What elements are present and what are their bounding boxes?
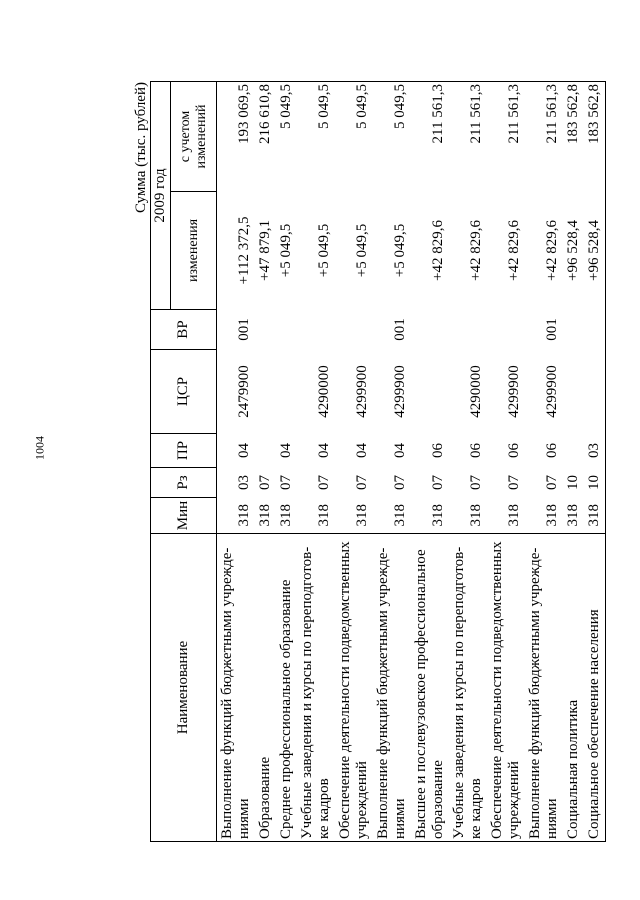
row-pr: 04 <box>392 443 408 458</box>
row-csr: 4290000 <box>316 365 332 418</box>
row-rz: 07 <box>354 475 370 490</box>
row-vr <box>276 310 297 350</box>
row-vr <box>255 310 276 350</box>
row-change: +5 049,5 <box>354 223 370 278</box>
row-csr <box>411 350 449 434</box>
row-rz: 03 <box>236 475 252 490</box>
row-total: 211 561,3 <box>525 81 563 191</box>
row-rz: 07 <box>392 475 408 490</box>
table-row <box>255 81 276 841</box>
row-min: 318 <box>316 504 332 527</box>
row-pr: 06 <box>544 443 560 458</box>
row-min: 318 <box>565 504 581 527</box>
units-caption: Сумма (тыс. рублей) <box>133 82 149 214</box>
row-change: +5 049,5 <box>316 223 332 278</box>
row-vr <box>335 310 373 350</box>
row-rz: 07 <box>468 475 484 490</box>
row-vr <box>449 310 487 350</box>
row-change: +42 829,6 <box>430 220 446 281</box>
row-min: 318 <box>506 504 522 527</box>
row-csr <box>563 350 584 434</box>
table-row <box>411 81 449 841</box>
row-pr: 06 <box>506 443 522 458</box>
row-csr: 2479900 <box>236 365 252 418</box>
row-vr <box>297 310 335 350</box>
row-change: +5 049,5 <box>392 223 408 278</box>
row-rz: 07 <box>278 475 294 490</box>
row-total: 193 069,5 <box>217 81 256 191</box>
row-vr <box>487 310 525 350</box>
row-total: 211 561,3 <box>411 81 449 191</box>
row-total: 211 561,3 <box>449 81 487 191</box>
table-row <box>525 81 563 841</box>
row-name: Учебные заведения и курсы по переподготов-ке кадров <box>297 534 335 842</box>
col-header-pr: ПР <box>151 434 217 468</box>
table-row <box>276 81 297 841</box>
row-pr: 03 <box>584 434 606 468</box>
row-pr <box>563 434 584 468</box>
rotated-page-content <box>132 82 602 842</box>
row-csr <box>255 350 276 434</box>
row-min: 318 <box>236 504 252 527</box>
row-min: 318 <box>392 504 408 527</box>
row-min: 318 <box>278 504 294 527</box>
row-total: 5 049,5 <box>297 81 335 191</box>
col-header-min: Мин <box>151 498 217 534</box>
row-vr <box>411 310 449 350</box>
row-pr <box>255 434 276 468</box>
row-csr: 4299900 <box>392 365 408 418</box>
row-name: Выполнение функций бюджетными учрежде-ниями <box>525 534 563 842</box>
row-vr <box>563 310 584 350</box>
row-total: 183 562,8 <box>584 81 606 191</box>
row-name: Выполнение функций бюджетными учрежде-ниями <box>217 534 256 842</box>
row-rz: 10 <box>565 475 581 490</box>
col-header-csr: ЦСР <box>151 350 217 434</box>
row-min: 318 <box>468 504 484 527</box>
row-change: +112 372,5 <box>236 216 252 285</box>
row-rz: 10 <box>584 468 606 498</box>
row-min: 318 <box>354 504 370 527</box>
row-name: Обеспечение деятельности подведомственных учреждений <box>335 534 373 842</box>
row-csr: 4299900 <box>544 365 560 418</box>
row-rz: 07 <box>430 475 446 490</box>
row-min: 318 <box>584 498 606 534</box>
table-row <box>449 81 487 841</box>
row-min: 318 <box>430 504 446 527</box>
row-change: +42 829,6 <box>468 220 484 281</box>
row-pr: 04 <box>354 443 370 458</box>
row-total: 5 049,5 <box>335 81 373 191</box>
table-row <box>335 81 373 841</box>
row-rz: 07 <box>257 475 273 490</box>
col-header-name: Наименование <box>151 534 217 842</box>
row-name: Высшее и послевузовское профессиональное образование <box>411 534 449 842</box>
row-csr <box>276 350 297 434</box>
row-rz: 07 <box>316 475 332 490</box>
row-vr <box>584 310 606 350</box>
table-row <box>487 81 525 841</box>
row-change: +5 049,5 <box>278 223 294 278</box>
table-row <box>217 81 256 841</box>
row-change: +47 879,1 <box>257 220 273 281</box>
table-row <box>563 81 584 841</box>
row-pr: 04 <box>236 443 252 458</box>
row-csr: 4299900 <box>506 365 522 418</box>
row-vr: 001 <box>392 318 408 341</box>
row-change: +42 829,6 <box>506 220 522 281</box>
row-name: Среднее профессиональное образование <box>276 534 297 842</box>
col-header-vr: ВР <box>151 310 217 350</box>
page-number: 1004 <box>32 436 47 460</box>
row-pr: 06 <box>468 443 484 458</box>
row-vr: 001 <box>236 318 252 341</box>
row-csr <box>584 350 606 434</box>
table-row <box>584 81 606 841</box>
row-name: Социальная политика <box>563 534 584 842</box>
row-total: 216 610,8 <box>255 81 276 191</box>
row-name: Образование <box>255 534 276 842</box>
row-vr: 001 <box>544 318 560 341</box>
table-row <box>373 81 411 841</box>
row-name: Учебные заведения и курсы по переподготов-ке кадров <box>449 534 487 842</box>
row-total: 183 562,8 <box>563 81 584 191</box>
col-header-year: 2009 год <box>151 81 171 309</box>
row-change: +96 528,4 <box>565 220 581 281</box>
row-pr: 04 <box>316 443 332 458</box>
row-csr: 4299900 <box>354 365 370 418</box>
row-min: 318 <box>257 504 273 527</box>
row-csr: 4290000 <box>468 365 484 418</box>
row-change: +96 528,4 <box>584 192 606 310</box>
col-header-changes: изменения <box>171 192 217 310</box>
row-rz: 07 <box>506 475 522 490</box>
row-name: Выполнение функций бюджетными учрежде-ниями <box>373 534 411 842</box>
row-total: 5 049,5 <box>373 81 411 191</box>
row-change: +42 829,6 <box>544 220 560 281</box>
col-header-rz: Рз <box>151 468 217 498</box>
row-total: 211 561,3 <box>487 81 525 191</box>
budget-table <box>150 81 606 842</box>
row-name: Обеспечение деятельности подведомственных учреждений <box>487 534 525 842</box>
row-pr: 06 <box>430 443 446 458</box>
row-min: 318 <box>544 504 560 527</box>
row-name: Социальное обеспечение населения <box>584 534 606 842</box>
col-header-with-changes: с учетом изменений <box>171 81 217 191</box>
row-pr: 04 <box>278 443 294 458</box>
row-total: 5 049,5 <box>276 81 297 191</box>
row-rz: 07 <box>544 475 560 490</box>
table-row <box>297 81 335 841</box>
